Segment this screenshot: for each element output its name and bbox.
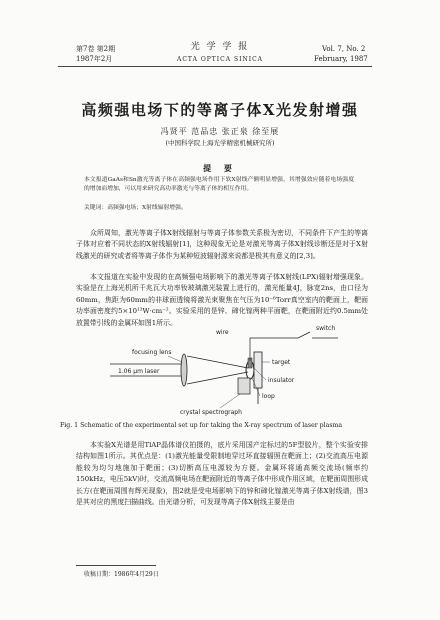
leader-spectrograph [220, 394, 240, 408]
paragraph-2: 本文报道在实验中发现的在高频强电场影响下的激光等离子体X射线(LPX)辐射增强现象。实验是在上海光机所千兆瓦大功率钕玻璃激光装置上进行的，激光能量4J，脉宽2ns，由口径为60mm，焦距为60mm的非球面透镜将激光束聚焦在气压为10⁻⁶Torr真空室内的靶面上，靶面功率面密度约5×10¹²W·cm⁻²。实验采用的是锌、碲化镓两种平面靶，在靶面附近约0.5mm处放置带引线的金属环如图1所示。 [76, 273, 368, 327]
label-insulator: insulator [268, 377, 295, 384]
article-title: 高频强电场下的等离子体X光发射增强 [81, 101, 359, 119]
date-cn: 1987年2月 [76, 55, 113, 63]
leader-lens [168, 356, 182, 362]
label-laser: 1.06 μm laser [118, 368, 160, 375]
crystal-spectrograph [238, 378, 250, 394]
label-focusing-lens: focusing lens [132, 349, 172, 356]
authors: 冯贤平 范品忠 张正泉 徐至展 [160, 127, 280, 136]
header-rule [58, 66, 372, 67]
footnote-received: 收稿日期：1986年4月29日 [84, 571, 159, 578]
footnote-rule [76, 565, 156, 566]
paragraph-1: 众所周知，激光等离子体X射线辐射与等离子体参数关系极为密切，不同条件下产生的等离子体对应着不同状态的X射线辐射[1]，这种现象无论是对激光等离子体X射线诊断还是对于X射线激光的研究或者将等离子体作为某种短波辐射源来说都是极其有意义的[2,3]。 [76, 229, 368, 260]
figure-1-schematic [70, 318, 370, 420]
abstract-heading: 提 要 [203, 163, 237, 173]
paragraph-3: 本实验X光谱是用TlAP晶体谱仪拍摄的，底片采用国产定标过的5F型胶片，整个实验安排结构如图1所示。其优点是：(1)激光能量受限制地穿过环直接辐照在靶面上；(2)交流高压电源能较为均匀地施加于靶面；(3)切断高压电源较为方便。金属环将通高频交流场(频率约150kHz，电压5kV)时，交流高频电场在靶面附近的等离子体中形成作用区域，在靶面周围形成长方(在靶面周围有辉光现象)，图2就是受电场影响下的锌和碲化镓激光等离子体X射线谱，图3是其对应的黑度扫描曲线。由光谱分析，可发现等离子体X射线主要是由 [76, 441, 368, 507]
label-spectrograph: crystal spectrograph [180, 409, 242, 416]
date-en: February, 1987 [314, 55, 368, 63]
focusing-lens [181, 354, 187, 386]
switch [298, 332, 310, 338]
keywords: 关键词：高频强电场；X射线辐射增强。 [84, 205, 187, 211]
journal-title-en: ACTA OPTICA SINICA [176, 56, 264, 63]
figure-1-caption: Fig. 1 Schematic of the experimental set up for taking the X-ray spectrum of laser plasma [60, 422, 343, 429]
label-switch: switch [316, 325, 336, 332]
affiliation: (中国科学院上海光学精密机械研究所) [165, 139, 275, 147]
beam-converge-top [187, 356, 248, 368]
journal-title-cn: 光 学 学 报 [190, 42, 250, 52]
volume-issue-cn: 第7卷 第2期 [76, 45, 116, 53]
volume-issue-en: Vol. 7, No. 2 [322, 45, 366, 53]
label-loop: loop [262, 393, 275, 400]
label-target: target [272, 359, 291, 366]
abstract-text: 本文报道GaAs和Sn激光等离子体在高频强电场作用下软X射线产额明显增强，其增强效应随着电场强度的增加而增加，可以用来研究高功率激光与等离子体的相互作用。 [84, 177, 354, 192]
label-wire: wire [216, 329, 229, 336]
target-block [254, 352, 262, 388]
